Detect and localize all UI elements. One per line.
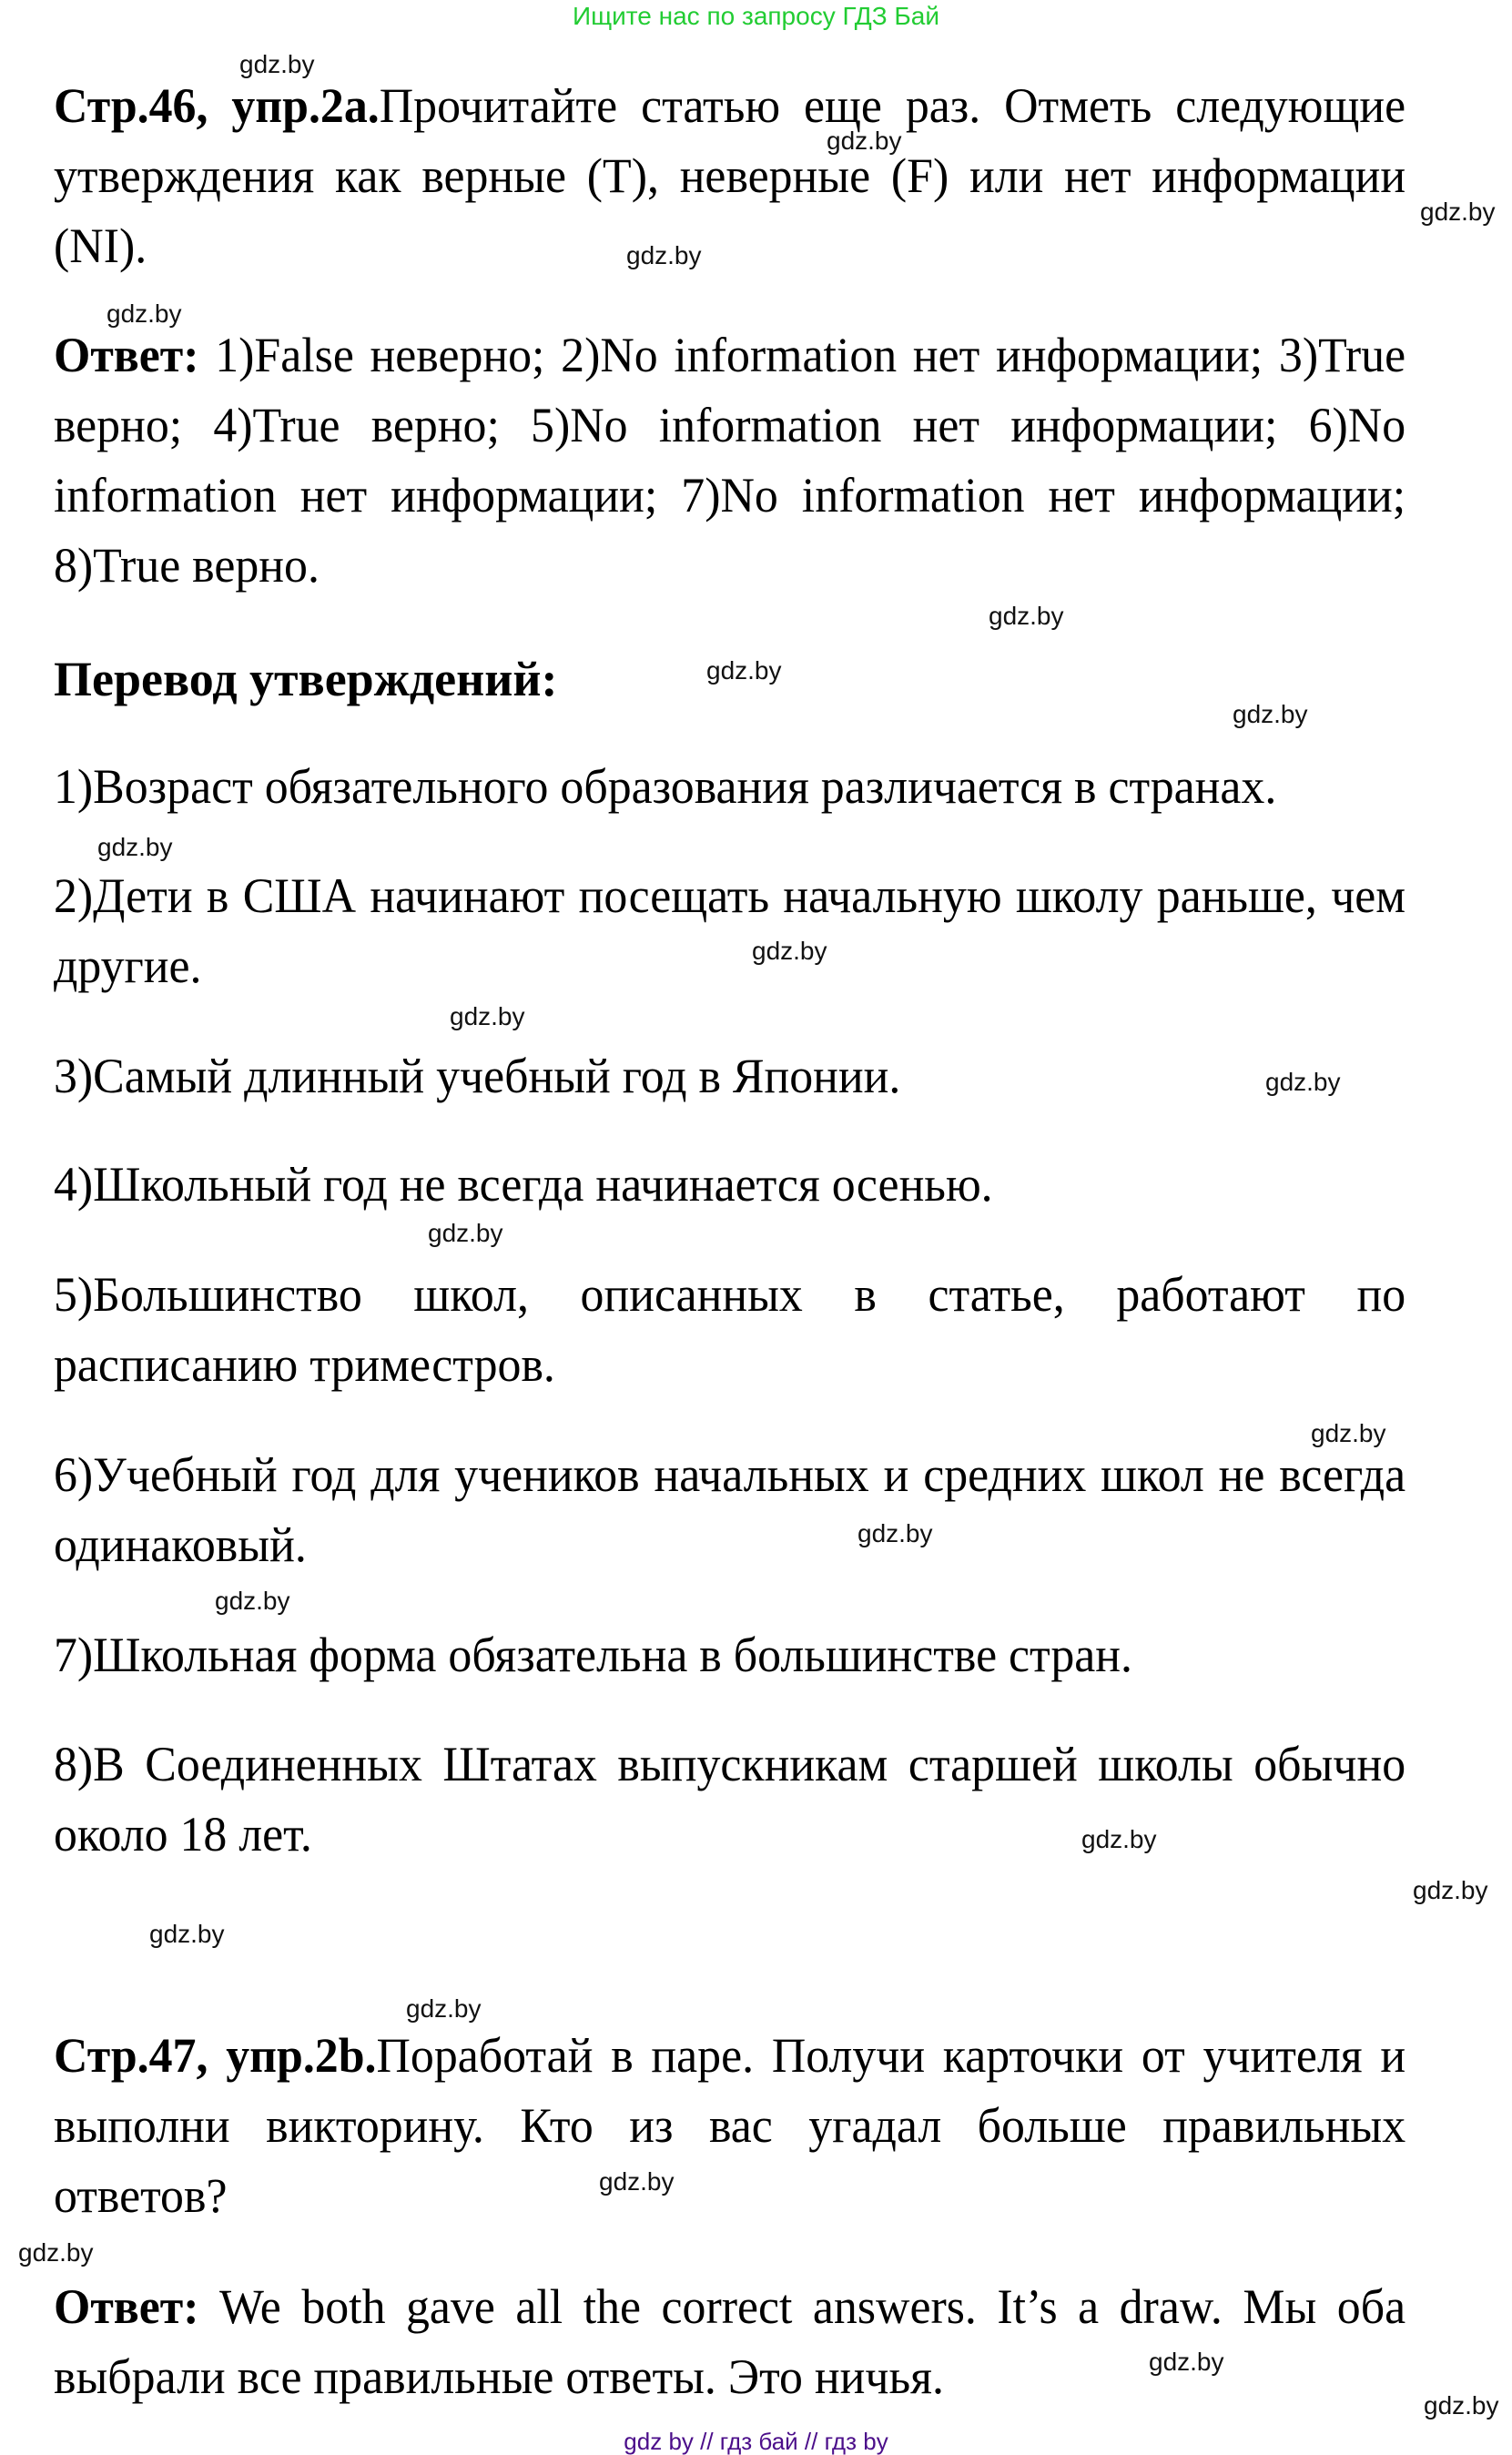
- footer-banner: gdz by // гдз бай // гдз by: [624, 2428, 888, 2455]
- translation-heading: Перевод утверждений:: [54, 652, 558, 706]
- watermark: gdz.by: [107, 299, 182, 328]
- exercise-2-answer: [54, 2272, 1405, 2412]
- watermark: gdz.by: [18, 2238, 94, 2267]
- answer-text-2: We both gave all the correct answers. It’s a draw. Мы оба выбрали все правильные ответы. Это ничья.: [54, 2279, 1406, 2404]
- watermark: gdz.by: [1081, 1825, 1157, 1853]
- watermark: gdz.by: [989, 602, 1064, 630]
- statement-6: 6)Учебный год для учеников начальных и средних школ не всегда одинаковый.: [54, 1447, 1406, 1572]
- watermark: gdz.by: [827, 127, 902, 155]
- answer-label: Ответ:: [54, 328, 199, 382]
- watermark: gdz.by: [97, 833, 173, 861]
- statement-4: 4)Школьный год не всегда начинается осенью.: [54, 1157, 993, 1212]
- watermark: gdz.by: [1233, 700, 1308, 728]
- answer-text: 1)False неверно; 2)No information нет информации; 3)True верно; 4)True верно; 5)No information нет информации; 6)No information нет информации; 7)No information нет информации; 8)True верно.: [54, 328, 1406, 593]
- watermark: gdz.by: [706, 656, 782, 685]
- statement-3: 3)Самый длинный учебный год в Японии.: [54, 1049, 901, 1103]
- statement-1: 1)Возраст обязательного образования различается в странах.: [54, 759, 1277, 814]
- statement-5: 5)Большинство школ, описанных в статье, работают по расписанию триместров.: [54, 1267, 1406, 1392]
- watermark: gdz.by: [626, 241, 702, 269]
- watermark: gdz.by: [752, 937, 827, 965]
- exercise-1-task: [54, 71, 1405, 281]
- watermark: gdz.by: [1311, 1419, 1386, 1447]
- search-banner: Ищите нас по запросу ГДЗ Бай: [572, 2, 940, 30]
- exercise-2-task-text: Поработай в паре. Получи карточки от учителя и выполни викторину. Кто из вас угадал больше правильных ответов?: [54, 2028, 1406, 2223]
- watermark: gdz.by: [406, 1994, 482, 2023]
- exercise-2-ref: Стр.47, упр.2b.: [54, 2028, 377, 2083]
- answer-label-2: Ответ:: [54, 2279, 199, 2334]
- statement-2: 2)Дети в США начинают посещать начальную школу раньше, чем другие.: [54, 868, 1406, 993]
- watermark: gdz.by: [599, 2167, 675, 2196]
- watermark: gdz.by: [1149, 2348, 1224, 2376]
- watermark: gdz.by: [239, 50, 315, 78]
- watermark: gdz.by: [1413, 1876, 1488, 1904]
- exercise-1-answer: [54, 320, 1405, 601]
- statement-7: 7)Школьная форма обязательна в большинстве стран.: [54, 1628, 1132, 1682]
- exercise-1-task-text: Прочитайте статью еще раз. Отметь следующие утверждения как верные (T), неверные (F) или нет информации (NI).: [54, 78, 1406, 273]
- watermark: gdz.by: [450, 1002, 525, 1030]
- watermark: gdz.by: [1420, 198, 1496, 226]
- watermark: gdz.by: [1424, 2391, 1499, 2419]
- exercise-2-task: [54, 2021, 1405, 2231]
- watermark: gdz.by: [149, 1920, 225, 1948]
- statement-8: 8)В Соединенных Штатах выпускникам старшей школы обычно около 18 лет.: [54, 1737, 1406, 1862]
- watermark: gdz.by: [215, 1587, 290, 1615]
- exercise-1-ref: Стр.46, упр.2а.: [54, 78, 380, 133]
- watermark: gdz.by: [1265, 1068, 1341, 1096]
- watermark: gdz.by: [857, 1519, 933, 1547]
- watermark: gdz.by: [428, 1219, 503, 1247]
